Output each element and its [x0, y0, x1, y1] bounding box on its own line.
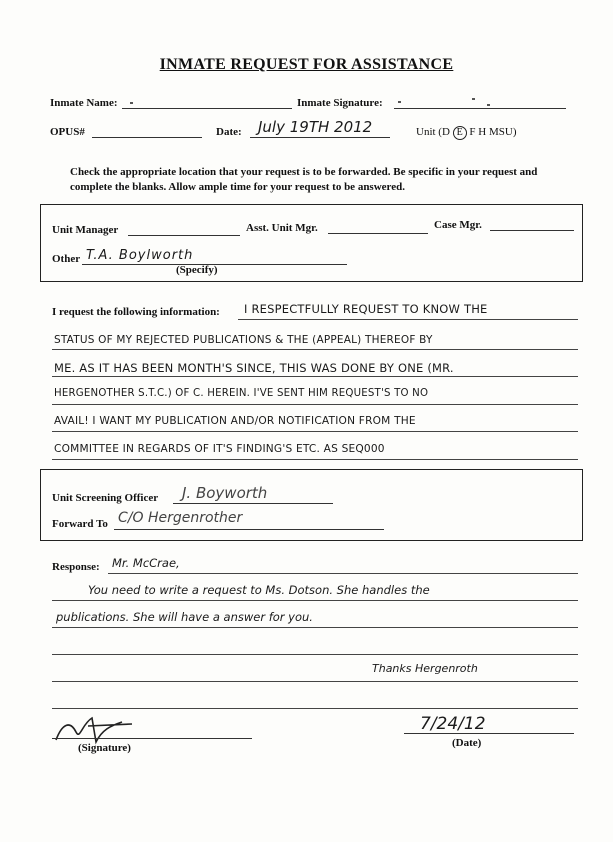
other-value: T.A. Boylworth: [86, 248, 194, 263]
response-rule-4: [52, 681, 578, 682]
instructions: Check the appropriate location that your request is to be forwarded. Be specific in your request and complete the blanks. Allow ample time for your request to be answered.: [70, 166, 538, 193]
request-rule-1: [52, 349, 578, 350]
scan-speck: [398, 101, 401, 103]
scan-speck: [472, 98, 475, 100]
response-line-1: Mr. McCrae,: [112, 556, 180, 570]
other-label: Other: [52, 253, 81, 265]
unit-manager-label: Unit Manager: [52, 224, 119, 236]
request-line-5: AVAIL! I WANT MY PUBLICATION AND/OR NOTIFICATION FROM THE: [54, 415, 416, 427]
case-mgr-field[interactable]: [490, 230, 574, 231]
request-rule-3: [52, 404, 578, 405]
signature-label: (Signature): [78, 742, 131, 754]
unit-selected-circle: E: [453, 126, 467, 140]
response-rule-5: [52, 708, 578, 709]
response-rule-1: [52, 600, 578, 601]
response-closing: Thanks Hergenroth: [372, 662, 478, 675]
inmate-name-field[interactable]: [122, 108, 292, 109]
screening-officer-label: Unit Screening Officer: [52, 492, 159, 504]
case-mgr-label: Case Mgr.: [434, 219, 482, 231]
request-rule-2: [52, 376, 578, 377]
specify-label: (Specify): [176, 264, 218, 276]
date-sign-label: (Date): [452, 737, 482, 749]
signature-field[interactable]: [52, 738, 252, 739]
asst-unit-mgr-field[interactable]: [328, 233, 428, 234]
request-line-2: STATUS OF MY REJECTED PUBLICATIONS & THE (APPEAL) THEREOF BY: [54, 334, 433, 346]
screening-officer-signature: J. Boyworth: [182, 484, 268, 502]
opus-label: OPUS#: [50, 126, 85, 138]
response-line-2: You need to write a request to Ms. Dotson. She handles the: [88, 583, 430, 597]
request-line-1: I RESPECTFULLY REQUEST TO KNOW THE: [244, 302, 488, 316]
date-sign-field[interactable]: [404, 733, 574, 734]
date-value: July 19TH 2012: [258, 118, 373, 136]
opus-field[interactable]: [92, 137, 202, 138]
request-rule-5: [52, 459, 578, 460]
response-date: 7/24/12: [420, 714, 486, 734]
scan-speck: [487, 104, 490, 106]
forward-to-field[interactable]: [114, 529, 384, 530]
signature-scribble: [52, 712, 152, 746]
response-rule-2: [52, 627, 578, 628]
screening-box: [40, 469, 583, 541]
unit-selector: [416, 126, 517, 140]
forward-to-value: C/O Hergenrother: [118, 510, 243, 526]
unit-label: Unit (D: [416, 126, 450, 138]
request-rule-0: [238, 319, 578, 320]
response-rule-3: [52, 654, 578, 655]
inmate-signature-field[interactable]: [394, 108, 566, 109]
request-line-6: COMMITTEE IN REGARDS OF IT'S FINDING'S ETC. AS SEQ000: [54, 443, 385, 455]
scan-speck: [130, 102, 133, 104]
unit-rest: F H MSU): [469, 126, 517, 138]
request-rule-4: [52, 431, 578, 432]
inmate-signature-label: Inmate Signature:: [297, 97, 383, 109]
request-line-3: ME. AS IT HAS BEEN MONTH'S SINCE, THIS WAS DONE BY ONE (MR.: [54, 361, 454, 375]
forward-to-label: Forward To: [52, 518, 108, 530]
routing-box: [40, 204, 583, 282]
unit-manager-field[interactable]: [128, 235, 240, 236]
screening-officer-field[interactable]: [173, 503, 333, 504]
date-field[interactable]: [250, 137, 390, 138]
request-label: I request the following information:: [52, 306, 220, 318]
response-line-3: publications. She will have a answer for you.: [56, 610, 313, 624]
response-rule-0: [108, 573, 578, 574]
form-title: INMATE REQUEST FOR ASSISTANCE: [159, 56, 454, 73]
inmate-name-label: Inmate Name:: [50, 97, 118, 109]
request-line-4: HERGENOTHER S.T.C.) OF C. HEREIN. I'VE SENT HIM REQUEST'S TO NO: [54, 388, 429, 399]
asst-unit-mgr-label: Asst. Unit Mgr.: [246, 222, 318, 234]
response-label: Response:: [52, 561, 100, 573]
date-label: Date:: [216, 126, 242, 138]
